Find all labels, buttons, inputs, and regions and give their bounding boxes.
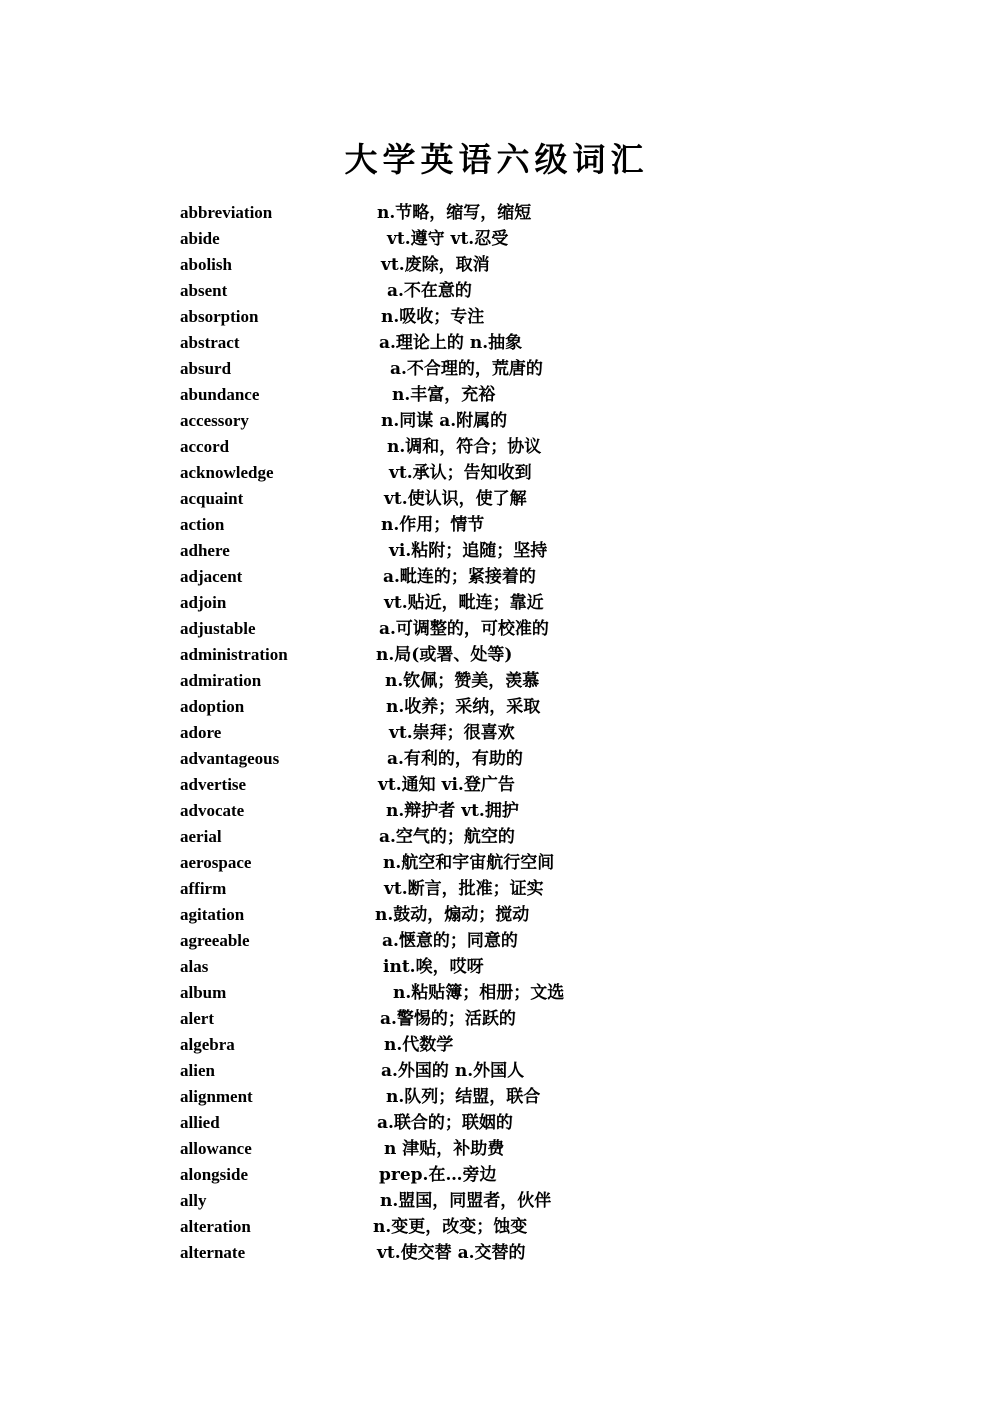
- vocab-entry: [0, 772, 993, 798]
- vocab-entry: [0, 824, 993, 850]
- vocab-definition: n.航空和宇宙航行空间: [383, 853, 555, 873]
- vocab-entry: [0, 1084, 993, 1110]
- vocab-word: alignment: [180, 1087, 253, 1106]
- vocab-word: affirm: [180, 879, 227, 898]
- vocab-entry: [0, 1214, 993, 1240]
- vocab-definition: a.空气的；航空的: [379, 827, 515, 847]
- vocab-entry: [0, 1162, 993, 1188]
- vocab-definition: n.吸收；专注: [381, 307, 485, 327]
- vocab-entry: [0, 1110, 993, 1136]
- vocab-entry: [0, 1032, 993, 1058]
- vocab-word: absent: [180, 281, 228, 300]
- vocabulary-list: [0, 200, 993, 1266]
- vocab-entry: [0, 746, 993, 772]
- vocab-entry: [0, 928, 993, 954]
- vocab-word: alternate: [180, 1243, 246, 1262]
- vocab-definition: n.收养；采纳，采取: [386, 697, 541, 717]
- vocab-entry: [0, 252, 993, 278]
- vocab-entry: [0, 850, 993, 876]
- vocab-entry: [0, 330, 993, 356]
- vocab-word: agitation: [180, 905, 245, 924]
- vocab-word: album: [180, 983, 227, 1002]
- vocab-definition: vt.崇拜；很喜欢: [389, 723, 515, 743]
- vocab-definition: n.变更，改变；蚀变: [373, 1217, 528, 1237]
- vocab-word: allowance: [180, 1139, 252, 1158]
- vocab-word: alert: [180, 1009, 214, 1028]
- vocab-definition: n.队列；结盟，联合: [386, 1087, 541, 1107]
- vocab-definition: a.可调整的，可校准的: [379, 619, 549, 639]
- vocab-entry: [0, 668, 993, 694]
- vocab-word: abide: [180, 229, 220, 248]
- vocab-entry: [0, 382, 993, 408]
- vocab-word: advantageous: [180, 749, 280, 768]
- vocab-entry: [0, 616, 993, 642]
- vocab-entry: [0, 980, 993, 1006]
- vocab-definition: n.同谋 a.附属的: [381, 411, 508, 431]
- vocab-word: advertise: [180, 775, 247, 794]
- vocab-entry: [0, 486, 993, 512]
- vocab-word: aerial: [180, 827, 222, 846]
- vocab-entry: [0, 1006, 993, 1032]
- vocab-word: advocate: [180, 801, 245, 820]
- vocab-definition: int.唉，哎呀: [383, 957, 484, 977]
- vocab-word: adjoin: [180, 593, 227, 612]
- vocab-definition: vt.通知 vi.登广告: [378, 775, 515, 795]
- vocab-word: aerospace: [180, 853, 252, 872]
- vocab-entry: [0, 694, 993, 720]
- vocab-word: abundance: [180, 385, 260, 404]
- vocab-definition: vt.遵守 vt.忍受: [387, 229, 509, 249]
- vocab-word: abbreviation: [180, 203, 273, 222]
- vocab-word: allied: [180, 1113, 220, 1132]
- vocab-definition: a.不在意的: [387, 281, 472, 301]
- vocab-entry: [0, 538, 993, 564]
- vocab-entry: [0, 226, 993, 252]
- vocab-word: alien: [180, 1061, 215, 1080]
- vocab-entry: [0, 798, 993, 824]
- vocab-entry: [0, 590, 993, 616]
- vocab-word: admiration: [180, 671, 262, 690]
- vocab-definition: vt.断言，批准；证实: [384, 879, 544, 899]
- vocab-word: alteration: [180, 1217, 251, 1236]
- vocab-entry: [0, 954, 993, 980]
- vocab-entry: [0, 200, 993, 226]
- vocab-entry: [0, 512, 993, 538]
- vocab-definition: a.外国的 n.外国人: [381, 1061, 525, 1081]
- vocab-entry: [0, 1188, 993, 1214]
- vocab-definition: n.节略，缩写，缩短: [377, 203, 532, 223]
- vocab-definition: a.毗连的；紧接着的: [383, 567, 536, 587]
- vocab-definition: n.代数学: [384, 1035, 454, 1055]
- vocab-word: adjustable: [180, 619, 256, 638]
- vocab-definition: vi.粘附；追随；坚持: [389, 541, 548, 561]
- vocab-entry: [0, 460, 993, 486]
- vocab-definition: n.调和，符合；协议: [387, 437, 542, 457]
- vocab-entry: [0, 434, 993, 460]
- vocab-definition: n.丰富，充裕: [392, 385, 496, 405]
- vocab-word: adoption: [180, 697, 245, 716]
- vocab-word: absurd: [180, 359, 232, 378]
- vocab-entry: [0, 902, 993, 928]
- vocab-entry: [0, 1240, 993, 1266]
- vocab-entry: [0, 720, 993, 746]
- vocab-word: alongside: [180, 1165, 249, 1184]
- vocab-word: ally: [180, 1191, 207, 1210]
- vocab-word: algebra: [180, 1035, 235, 1054]
- vocab-definition: a.警惕的；活跃的: [380, 1009, 516, 1029]
- vocab-word: absorption: [180, 307, 259, 326]
- vocab-word: acquaint: [180, 489, 244, 508]
- vocab-definition: vt.使交替 a.交替的: [377, 1243, 526, 1263]
- vocab-word: administration: [180, 645, 288, 664]
- vocab-definition: a.理论上的 n.抽象: [379, 333, 523, 353]
- vocab-word: agreeable: [180, 931, 250, 950]
- vocab-word: alas: [180, 957, 209, 976]
- vocab-definition: a.惬意的；同意的: [382, 931, 518, 951]
- vocab-definition: a.不合理的，荒唐的: [390, 359, 543, 379]
- vocab-definition: vt.贴近，毗连；靠近: [384, 593, 544, 613]
- vocab-definition: n.盟国，同盟者，伙伴: [380, 1191, 552, 1211]
- vocab-word: accord: [180, 437, 230, 456]
- vocab-word: adhere: [180, 541, 230, 560]
- vocab-definition: vt.使认识，使了解: [384, 489, 527, 509]
- vocab-entry: [0, 1136, 993, 1162]
- vocab-entry: [0, 564, 993, 590]
- vocab-entry: [0, 642, 993, 668]
- vocab-definition: n.粘贴簿；相册；文选: [393, 983, 565, 1003]
- vocab-definition: n.局(或署、处等): [376, 645, 513, 665]
- vocab-definition: a.有利的，有助的: [387, 749, 523, 769]
- vocab-definition: n.鼓动，煽动；搅动: [375, 905, 530, 925]
- vocab-word: acknowledge: [180, 463, 274, 482]
- vocab-word: abolish: [180, 255, 232, 274]
- vocab-definition: n.辩护者 vt.拥护: [386, 801, 519, 821]
- vocab-entry: [0, 356, 993, 382]
- vocab-definition: prep.在…旁边: [379, 1165, 497, 1185]
- vocab-definition: n 津贴，补助费: [384, 1139, 505, 1159]
- vocab-word: action: [180, 515, 225, 534]
- vocab-word: accessory: [180, 411, 249, 430]
- vocab-definition: n.钦佩；赞美，羡慕: [385, 671, 540, 691]
- vocab-entry: [0, 876, 993, 902]
- vocab-word: adore: [180, 723, 222, 742]
- vocab-entry: [0, 408, 993, 434]
- vocab-word: adjacent: [180, 567, 243, 586]
- vocab-entry: [0, 278, 993, 304]
- vocab-definition: vt.废除，取消: [381, 255, 490, 275]
- vocab-word: abstract: [180, 333, 240, 352]
- vocab-definition: n.作用；情节: [381, 515, 485, 535]
- vocab-definition: vt.承认；告知收到: [389, 463, 532, 483]
- vocab-definition: a.联合的；联姻的: [377, 1113, 513, 1133]
- vocab-entry: [0, 1058, 993, 1084]
- page-title: 大学英语六级词汇: [344, 140, 649, 179]
- vocab-entry: [0, 304, 993, 330]
